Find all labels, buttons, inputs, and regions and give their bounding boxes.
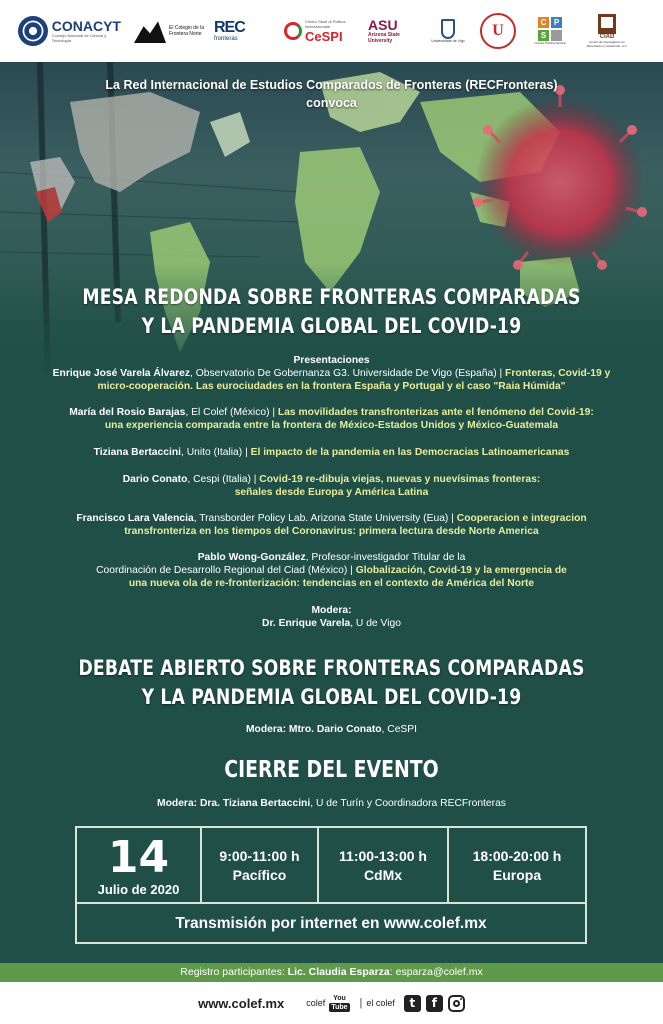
speaker-entry [0, 446, 663, 459]
conacyt-emblem-icon [18, 16, 48, 46]
social-handle: el colef [366, 998, 395, 1008]
conacyt-logo-subtitle: Consejo Nacional de Ciencia y Tecnología [51, 33, 107, 43]
speaker-name: Dario Conato [122, 474, 188, 485]
youtube-icon-text-bottom: Tube [331, 1003, 348, 1011]
facebook-icon[interactable]: f [426, 995, 443, 1012]
mesa-title-line1: MESA REDONDA SOBRE FRONTERAS COMPARADAS [82, 285, 581, 309]
speaker-affiliation-continued: Coordinación de Desarrollo Regional del Ciad (México) | [96, 565, 356, 576]
talk-title: Covid-19 re-dibuja viejas, nuevas y nuevísimas fronteras: [259, 474, 541, 485]
time-range: 18:00-20:00 h [472, 848, 562, 864]
time-zone: CdMx [363, 867, 403, 883]
talk-title: Fronteras, Covid-19 y [505, 368, 611, 379]
ciad-logo-text: CIAD [599, 34, 615, 40]
unito-logo-letter: U [492, 22, 504, 39]
time-slot-cdmx [319, 828, 449, 904]
shield-icon [441, 19, 455, 39]
instagram-icon[interactable] [448, 995, 465, 1012]
registration-label: Registro participantes: [180, 966, 288, 978]
speaker-affiliation: , Profesor-investigador Titular de la [305, 552, 466, 563]
seal-icon [480, 13, 516, 49]
youtube-handle: colef [306, 998, 326, 1008]
cespi-logo [284, 9, 360, 53]
cespi-logo-subtitle: Centro Studi di Politica Internazionale [305, 18, 346, 29]
speaker-entry [0, 367, 663, 393]
ciad-logo-subtitle: Centro de Investigación en Alimentación y Desarrollo, A.C. [586, 40, 628, 48]
unito-logo [476, 9, 520, 53]
debate-title-line1: DEBATE ABIERTO SOBRE FRONTERAS COMPARADAS [78, 656, 585, 680]
ciad-emblem-icon [598, 14, 616, 34]
mesa-moderator [0, 604, 663, 630]
time-slot-europa [449, 828, 585, 904]
speaker-entry [0, 512, 663, 538]
time-range: 11:00-13:00 h [339, 848, 427, 864]
cierre-moderator [0, 797, 663, 810]
asu-logo-subtitle: Arizona State University [368, 32, 400, 44]
registration-contact: Lic. Claudia Esparza [287, 966, 390, 978]
time-slot-pacifico [202, 828, 319, 904]
stream-info: Transmisión por internet en www.colef.mx [175, 915, 487, 932]
vigo-logo [428, 9, 468, 53]
time-zone: Pacífico [232, 867, 287, 883]
cps-logo [528, 9, 572, 53]
talk-title-continued: una experiencia comparada entre la frontera de México-Estados Unidos y México-Guatemala [104, 420, 559, 431]
youtube-icon-text-top: You [333, 994, 346, 1002]
registration-email[interactable]: : esparza@colef.mx [389, 966, 483, 978]
moderator-affiliation: , U de Vigo [350, 618, 401, 629]
speaker-entry [0, 551, 663, 590]
debate-moderator [0, 723, 663, 736]
speaker-affiliation: , Cespi (Italia) | [187, 474, 260, 485]
cps-logo-subtitle: Culture Politica Società [534, 41, 566, 45]
vigo-logo-text: Universidade de Vigo [431, 39, 465, 43]
organizer-name: La Red Internacional de Estudios Comparados de Fronteras (RECFronteras) [105, 78, 558, 92]
colef-logo [134, 9, 206, 53]
debate-title [0, 654, 663, 712]
talk-title: Globalización, Covid-19 y la emergencia de [355, 565, 567, 576]
twitter-icon[interactable]: t [404, 995, 421, 1012]
talk-title: Las movilidades transfronterizas ante el fenómeno del Covid-19: [277, 407, 594, 418]
colef-logo-text: El Colegio de la Frontera Norte [169, 24, 205, 37]
asu-logo-text: ASU [368, 17, 398, 33]
cierre-title-text: CIERRE DEL EVENTO [224, 757, 439, 783]
cps-letter-c: C [538, 17, 549, 28]
event-month-year: Julio de 2020 [97, 881, 180, 897]
date-cell [77, 828, 202, 904]
cespi-ring-icon [284, 22, 302, 40]
mesa-title-line2: Y LA PANDEMIA GLOBAL DEL COVID-19 [141, 314, 522, 338]
speaker-name: Tiziana Bertaccini [93, 447, 181, 458]
moderator-affiliation: , CeSPI [381, 724, 418, 735]
moderator-affiliation: , U de Turín y Coordinadora RECFronteras [310, 798, 506, 809]
moderator-name: Modera: Mtro. Dario Conato [245, 724, 382, 735]
speaker-affiliation: , Unito (Italia) | [180, 447, 251, 458]
mountain-icon [134, 19, 166, 43]
talk-title-continued: transfronteriza en los tiempos del Coronavirus: primera lectura desde Norte America [124, 526, 539, 537]
rec-logo-text: REC [214, 19, 245, 36]
talk-title: El impacto de la pandemia en las Democracias Latinoamericanas [250, 447, 570, 458]
mesa-title [0, 283, 663, 341]
website-link[interactable]: www.colef.mx [198, 995, 285, 1011]
cierre-title [0, 757, 663, 783]
talk-title-continued: micro-cooperación. Las eurociudades en la frontera España y Portugal y el caso "Raia Húmida" [97, 381, 566, 392]
time-range: 9:00-11:00 h [219, 848, 300, 864]
speaker-affiliation: , El Colef (México) | [185, 407, 278, 418]
conacyt-logo [18, 9, 126, 53]
youtube-icon[interactable] [329, 995, 349, 1012]
schedule-box [75, 826, 587, 944]
recfronteras-logo [214, 9, 276, 53]
organizer-heading [0, 76, 663, 112]
event-day: 14 [107, 831, 170, 883]
speaker-entry [0, 473, 663, 499]
speaker-name: Enrique José Varela Álvarez [52, 368, 191, 379]
registration-bar [0, 963, 663, 982]
moderator-name: Dr. Enrique Varela [262, 618, 351, 629]
conacyt-logo-text: CONACYT [51, 18, 121, 34]
convoca-label: convoca [306, 96, 357, 110]
speaker-entry [0, 406, 663, 432]
presentaciones-label: Presentaciones [293, 355, 370, 366]
speaker-name: Francisco Lara Valencia [76, 513, 194, 524]
speaker-affiliation: , Transborder Policy Lab. Arizona State University (Eua) | [193, 513, 457, 524]
asu-logo [368, 9, 420, 53]
talk-title-continued: una nueva ola de re-fronterización: tendencias en el contexto de América del Norte [128, 578, 535, 589]
ciad-logo [580, 9, 634, 53]
cps-letter-s: S [538, 30, 549, 41]
speaker-affiliation: , Observatorio De Gobernanza G3. Universidade De Vigo (España) | [190, 368, 506, 379]
rec-logo-subtitle: fronteras [214, 36, 238, 42]
time-zone: Europa [492, 867, 542, 883]
moderator-label: Modera: [311, 605, 352, 616]
debate-title-line2: Y LA PANDEMIA GLOBAL DEL COVID-19 [141, 685, 522, 709]
speaker-name: Pablo Wong-González [197, 552, 306, 563]
moderator-name: Modera: Dra. Tiziana Bertaccini [157, 798, 311, 809]
cps-square [551, 30, 562, 41]
footer [0, 982, 663, 1024]
cps-letter-p: P [551, 17, 562, 28]
schedule-row [77, 828, 585, 904]
partner-logo-bar [0, 0, 663, 62]
cespi-logo-text: CeSPI [305, 28, 343, 44]
talk-title-continued: señales desde Europa y América Latina [234, 487, 429, 498]
speaker-name: María del Rosio Barajas [69, 407, 186, 418]
talk-title: Cooperacion e integracion [456, 513, 587, 524]
divider: | [359, 997, 363, 1009]
